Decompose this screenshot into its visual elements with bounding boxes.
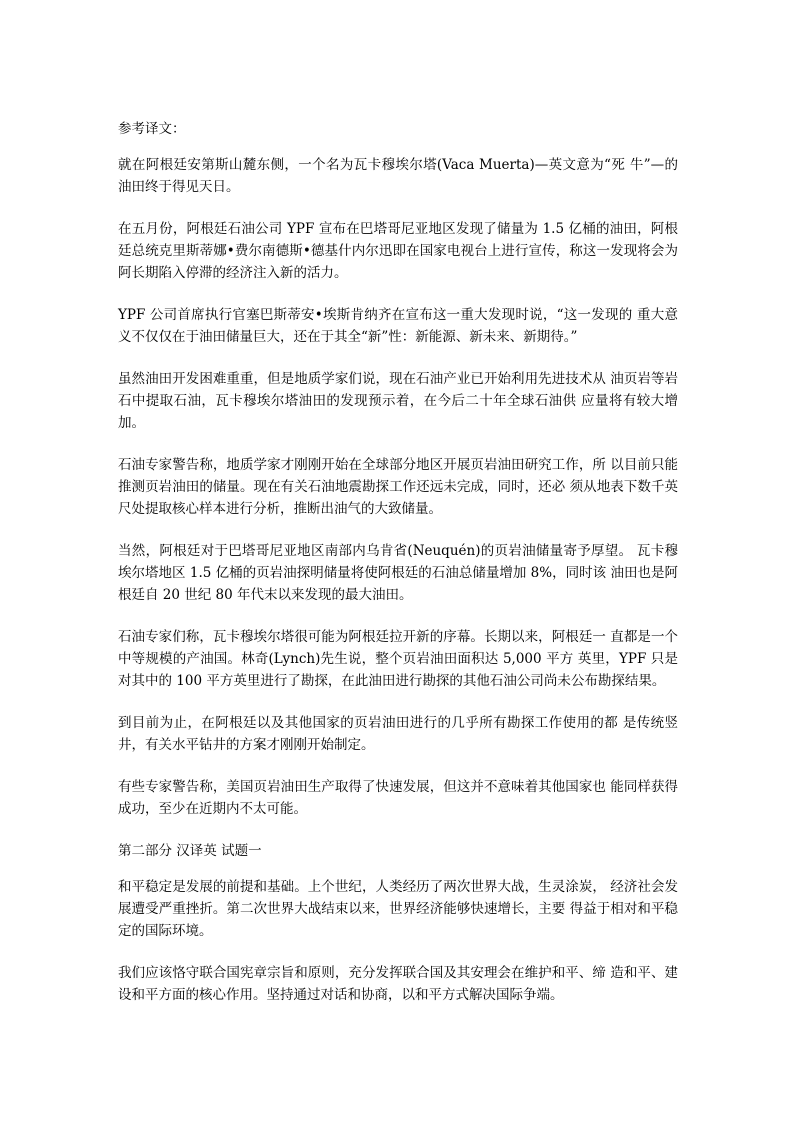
paragraph-us-comparison: 有些专家警告称，美国页岩油田生产取得了快速发展，但这并不意味着其他国家也 能同样获得成功，至少在近期内不太可能。 bbox=[118, 779, 678, 817]
paragraph-ceo-quote: YPF 公司首席执行官塞巴斯蒂安•埃斯肯纳齐在宣布这一重大发现时说，“这一发现的 重大意义不仅仅在于油田储量巨大，还在于其全“新”性：新能源、新未来、新期待。” bbox=[118, 307, 678, 345]
paragraph-expert-warning: 石油专家警告称，地质学家才刚刚开始在全球部分地区开展页岩油田研究工作，所 以目前只能推测页岩油田的储量。现在有关石油地震勘探工作还远未完成，同时，还必 须从地表下数千英尺处提取核心样本进行分析，推断出油气的大致储量。 bbox=[118, 457, 678, 517]
paragraph-vertical-wells: 到目前为止，在阿根廷以及其他国家的页岩油田进行的几乎所有勘探工作使用的都 是传统竖井，有关水平钻井的方案才刚刚开始制定。 bbox=[118, 715, 678, 753]
document-page bbox=[118, 118, 678, 1026]
document-heading: 参考译文： bbox=[118, 121, 186, 137]
paragraph-new-chapter: 石油专家们称，瓦卡穆埃尔塔很可能为阿根廷拉开新的序幕。长期以来，阿根廷一 直都是一个中等规模的产油国。林奇(Lynch)先生说，整个页岩油田面积达 5,000 平方 英里，YPF 只是对其中的 100 平方英里进行了勘探，在此油田进行勘探的其他石油公司尚未公布勘探结果。 bbox=[118, 629, 678, 689]
paragraph-ypf-discovery: 在五月份，阿根廷石油公司 YPF 宣布在巴塔哥尼亚地区发现了储量为 1.5 亿桶的油田，阿根廷总统克里斯蒂娜•费尔南德斯•德基什内尔迅即在国家电视台上进行宣传，称这一发现将会为阿长期陷入停滞的经济注入新的活力。 bbox=[118, 221, 678, 281]
paragraph-peace-stability: 和平稳定是发展的前提和基础。上个世纪，人类经历了两次世界大战，生灵涂炭， 经济社会发展遭受严重挫折。第二次世界大战结束以来，世界经济能够快速增长，主要 得益于相对和平稳定的国际环境。 bbox=[118, 879, 678, 939]
paragraph-shale-technology: 虽然油田开发困难重重，但是地质学家们说，现在石油产业已开始利用先进技术从 油页岩等岩石中提取石油，瓦卡穆埃尔塔油田的发现预示着，在今后二十年全球石油供 应量将有较大增加。 bbox=[118, 371, 678, 431]
paragraph-vaca-muerta-intro: 就在阿根廷安第斯山麓东侧，一个名为瓦卡穆埃尔塔(Vaca Muerta)—英文意为“死 牛”—的油田终于得见天日。 bbox=[118, 157, 678, 195]
paragraph-un-charter: 我们应该恪守联合国宪章宗旨和原则，充分发挥联合国及其安理会在维护和平、缔 造和平、建设和平方面的核心作用。坚持通过对话和协商，以和平方式解决国际争端。 bbox=[118, 965, 678, 1003]
section-title: 第二部分 汉译英 试题一 bbox=[118, 843, 262, 859]
paragraph-neuquen-reserves: 当然，阿根廷对于巴塔哥尼亚地区南部内乌肯省(Neuquén)的页岩油储量寄予厚望。 瓦卡穆埃尔塔地区 1.5 亿桶的页岩油探明储量将使阿根廷的石油总储量增加 8%，同时该 油田也是阿根廷自 20 世纪 80 年代末以来发现的最大油田。 bbox=[118, 543, 678, 603]
